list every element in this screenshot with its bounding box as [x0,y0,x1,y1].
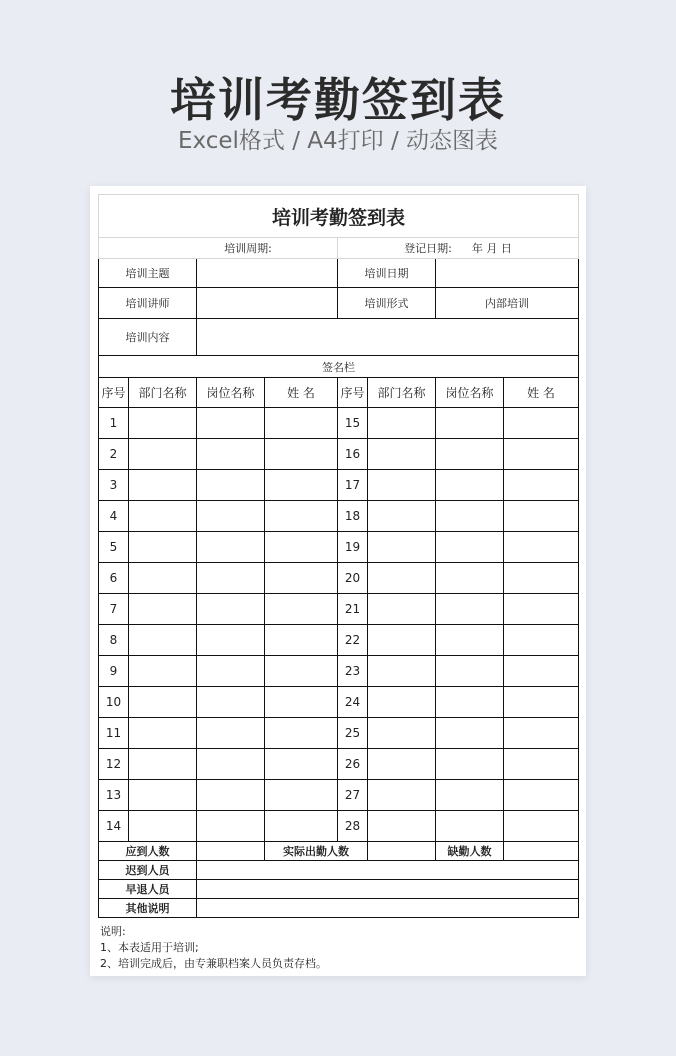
sign-section-header: 签名栏 [99,356,579,378]
instructions-heading: 说明: [100,925,126,938]
post-cell[interactable] [436,501,504,532]
name-cell[interactable] [504,749,579,780]
row-number-left: 2 [99,439,129,470]
column-header: 部门名称 [368,378,436,408]
dept-cell[interactable] [129,563,197,594]
post-cell[interactable] [197,439,265,470]
training-period-label: 培训周期: [224,242,272,255]
row-number-right: 19 [338,532,368,563]
dept-cell[interactable] [368,532,436,563]
table-row [99,563,579,594]
date-label: 培训日期 [338,259,436,288]
post-cell[interactable] [436,749,504,780]
post-cell[interactable] [436,532,504,563]
lecturer-field[interactable] [197,288,338,319]
row-number-right: 25 [338,718,368,749]
name-cell[interactable] [265,780,338,811]
name-cell[interactable] [504,780,579,811]
attendance-table [98,194,579,918]
name-cell[interactable] [504,687,579,718]
dept-cell[interactable] [368,594,436,625]
table-row [99,594,579,625]
row-number-right: 23 [338,656,368,687]
post-cell[interactable] [197,532,265,563]
late-label: 迟到人员 [99,861,197,880]
format-value[interactable]: 内部培训 [436,288,579,319]
expected-count-field[interactable] [197,842,265,861]
row-number-right: 28 [338,811,368,842]
register-date-label: 登记日期: [404,242,452,255]
post-cell[interactable] [197,501,265,532]
dept-cell[interactable] [129,439,197,470]
row-number-left: 12 [99,749,129,780]
column-header: 岗位名称 [436,378,504,408]
absent-count-field[interactable] [504,842,579,861]
dept-cell[interactable] [368,563,436,594]
column-header: 姓 名 [265,378,338,408]
name-cell[interactable] [504,532,579,563]
post-cell[interactable] [197,811,265,842]
row-number-left: 5 [99,532,129,563]
dept-cell[interactable] [129,532,197,563]
dept-cell[interactable] [129,718,197,749]
register-date-units: 年 月 日 [471,242,512,255]
post-cell[interactable] [197,625,265,656]
early-leave-label: 早退人员 [99,880,197,899]
post-cell[interactable] [436,408,504,439]
content-label: 培训内容 [99,319,197,356]
post-cell[interactable] [197,594,265,625]
early-leave-field[interactable] [197,880,579,899]
column-header-row [99,378,579,408]
dept-cell[interactable] [129,470,197,501]
post-cell[interactable] [436,470,504,501]
post-cell[interactable] [197,780,265,811]
table-row [99,470,579,501]
dept-cell[interactable] [129,749,197,780]
name-cell[interactable] [265,439,338,470]
row-number-right: 20 [338,563,368,594]
name-cell[interactable] [265,501,338,532]
row-number-right: 15 [338,408,368,439]
dept-cell[interactable] [368,470,436,501]
name-cell[interactable] [504,501,579,532]
page-subtitle: Excel格式 / A4打印 / 动态图表 [177,128,499,154]
late-field[interactable] [197,861,579,880]
table-row [99,625,579,656]
dept-cell[interactable] [368,687,436,718]
row-number-right: 18 [338,501,368,532]
column-header: 序号 [338,378,368,408]
post-cell[interactable] [197,718,265,749]
column-header: 序号 [99,378,129,408]
row-number-left: 7 [99,594,129,625]
other-notes-field[interactable] [197,899,579,918]
column-header: 部门名称 [129,378,197,408]
name-cell[interactable] [504,408,579,439]
register-date[interactable] [338,238,579,259]
post-cell[interactable] [436,594,504,625]
instructions-line: 1、本表适用于培训; [100,941,199,954]
post-cell[interactable] [197,749,265,780]
table-row [99,501,579,532]
table-row [99,718,579,749]
training-period[interactable] [99,238,338,259]
dept-cell[interactable] [129,501,197,532]
row-number-right: 16 [338,439,368,470]
dept-cell[interactable] [129,656,197,687]
dept-cell[interactable] [368,811,436,842]
name-cell[interactable] [265,408,338,439]
column-header: 岗位名称 [197,378,265,408]
row-number-left: 14 [99,811,129,842]
absent-count-label: 缺勤人数 [436,842,504,861]
post-cell[interactable] [197,563,265,594]
row-number-left: 11 [99,718,129,749]
name-cell[interactable] [504,718,579,749]
table-row [99,408,579,439]
name-cell[interactable] [265,749,338,780]
dept-cell[interactable] [368,501,436,532]
dept-cell[interactable] [129,408,197,439]
dept-cell[interactable] [129,780,197,811]
post-cell[interactable] [436,687,504,718]
post-cell[interactable] [436,780,504,811]
dept-cell[interactable] [129,594,197,625]
form-sheet [90,186,586,976]
table-row [99,439,579,470]
name-cell[interactable] [504,439,579,470]
name-cell[interactable] [265,470,338,501]
post-cell[interactable] [197,408,265,439]
post-cell[interactable] [436,625,504,656]
dept-cell[interactable] [368,656,436,687]
post-cell[interactable] [436,563,504,594]
row-number-right: 21 [338,594,368,625]
instructions [100,924,327,972]
row-number-left: 8 [99,625,129,656]
table-row [99,811,579,842]
actual-count-field[interactable] [368,842,436,861]
row-number-right: 22 [338,625,368,656]
post-cell[interactable] [197,687,265,718]
dept-cell[interactable] [129,625,197,656]
row-number-right: 17 [338,470,368,501]
name-cell[interactable] [265,687,338,718]
name-cell[interactable] [265,625,338,656]
row-number-left: 9 [99,656,129,687]
post-cell[interactable] [436,656,504,687]
post-cell[interactable] [197,470,265,501]
row-number-left: 4 [99,501,129,532]
row-number-left: 13 [99,780,129,811]
table-row [99,532,579,563]
row-number-right: 24 [338,687,368,718]
dept-cell[interactable] [368,718,436,749]
name-cell[interactable] [504,470,579,501]
column-header: 姓 名 [504,378,579,408]
dept-cell[interactable] [368,408,436,439]
name-cell[interactable] [504,811,579,842]
form-title: 培训考勤签到表 [99,195,579,238]
dept-cell[interactable] [368,780,436,811]
post-cell[interactable] [197,656,265,687]
name-cell[interactable] [504,594,579,625]
content-field[interactable] [197,319,579,356]
dept-cell[interactable] [368,749,436,780]
post-cell[interactable] [436,439,504,470]
instructions-line: 2、培训完成后，由专兼职档案人员负责存档。 [100,957,327,970]
dept-cell[interactable] [129,811,197,842]
dept-cell[interactable] [129,687,197,718]
name-cell[interactable] [265,718,338,749]
dept-cell[interactable] [368,439,436,470]
name-cell[interactable] [265,532,338,563]
table-row [99,780,579,811]
row-number-left: 1 [99,408,129,439]
table-row [99,656,579,687]
name-cell[interactable] [265,811,338,842]
format-label: 培训形式 [338,288,436,319]
expected-count-label: 应到人数 [99,842,197,861]
table-row [99,687,579,718]
row-number-left: 10 [99,687,129,718]
row-number-left: 6 [99,563,129,594]
date-field[interactable] [436,259,579,288]
lecturer-label: 培训讲师 [99,288,197,319]
page-title: 培训考勤签到表 [170,73,506,127]
other-notes-label: 其他说明 [99,899,197,918]
name-cell[interactable] [504,656,579,687]
name-cell[interactable] [504,625,579,656]
row-number-left: 3 [99,470,129,501]
post-cell[interactable] [436,811,504,842]
post-cell[interactable] [436,718,504,749]
topic-label: 培训主题 [99,259,197,288]
name-cell[interactable] [265,563,338,594]
row-number-right: 27 [338,780,368,811]
topic-field[interactable] [197,259,338,288]
table-row [99,749,579,780]
actual-count-label: 实际出勤人数 [265,842,368,861]
name-cell[interactable] [265,656,338,687]
name-cell[interactable] [265,594,338,625]
row-number-right: 26 [338,749,368,780]
name-cell[interactable] [504,563,579,594]
dept-cell[interactable] [368,625,436,656]
